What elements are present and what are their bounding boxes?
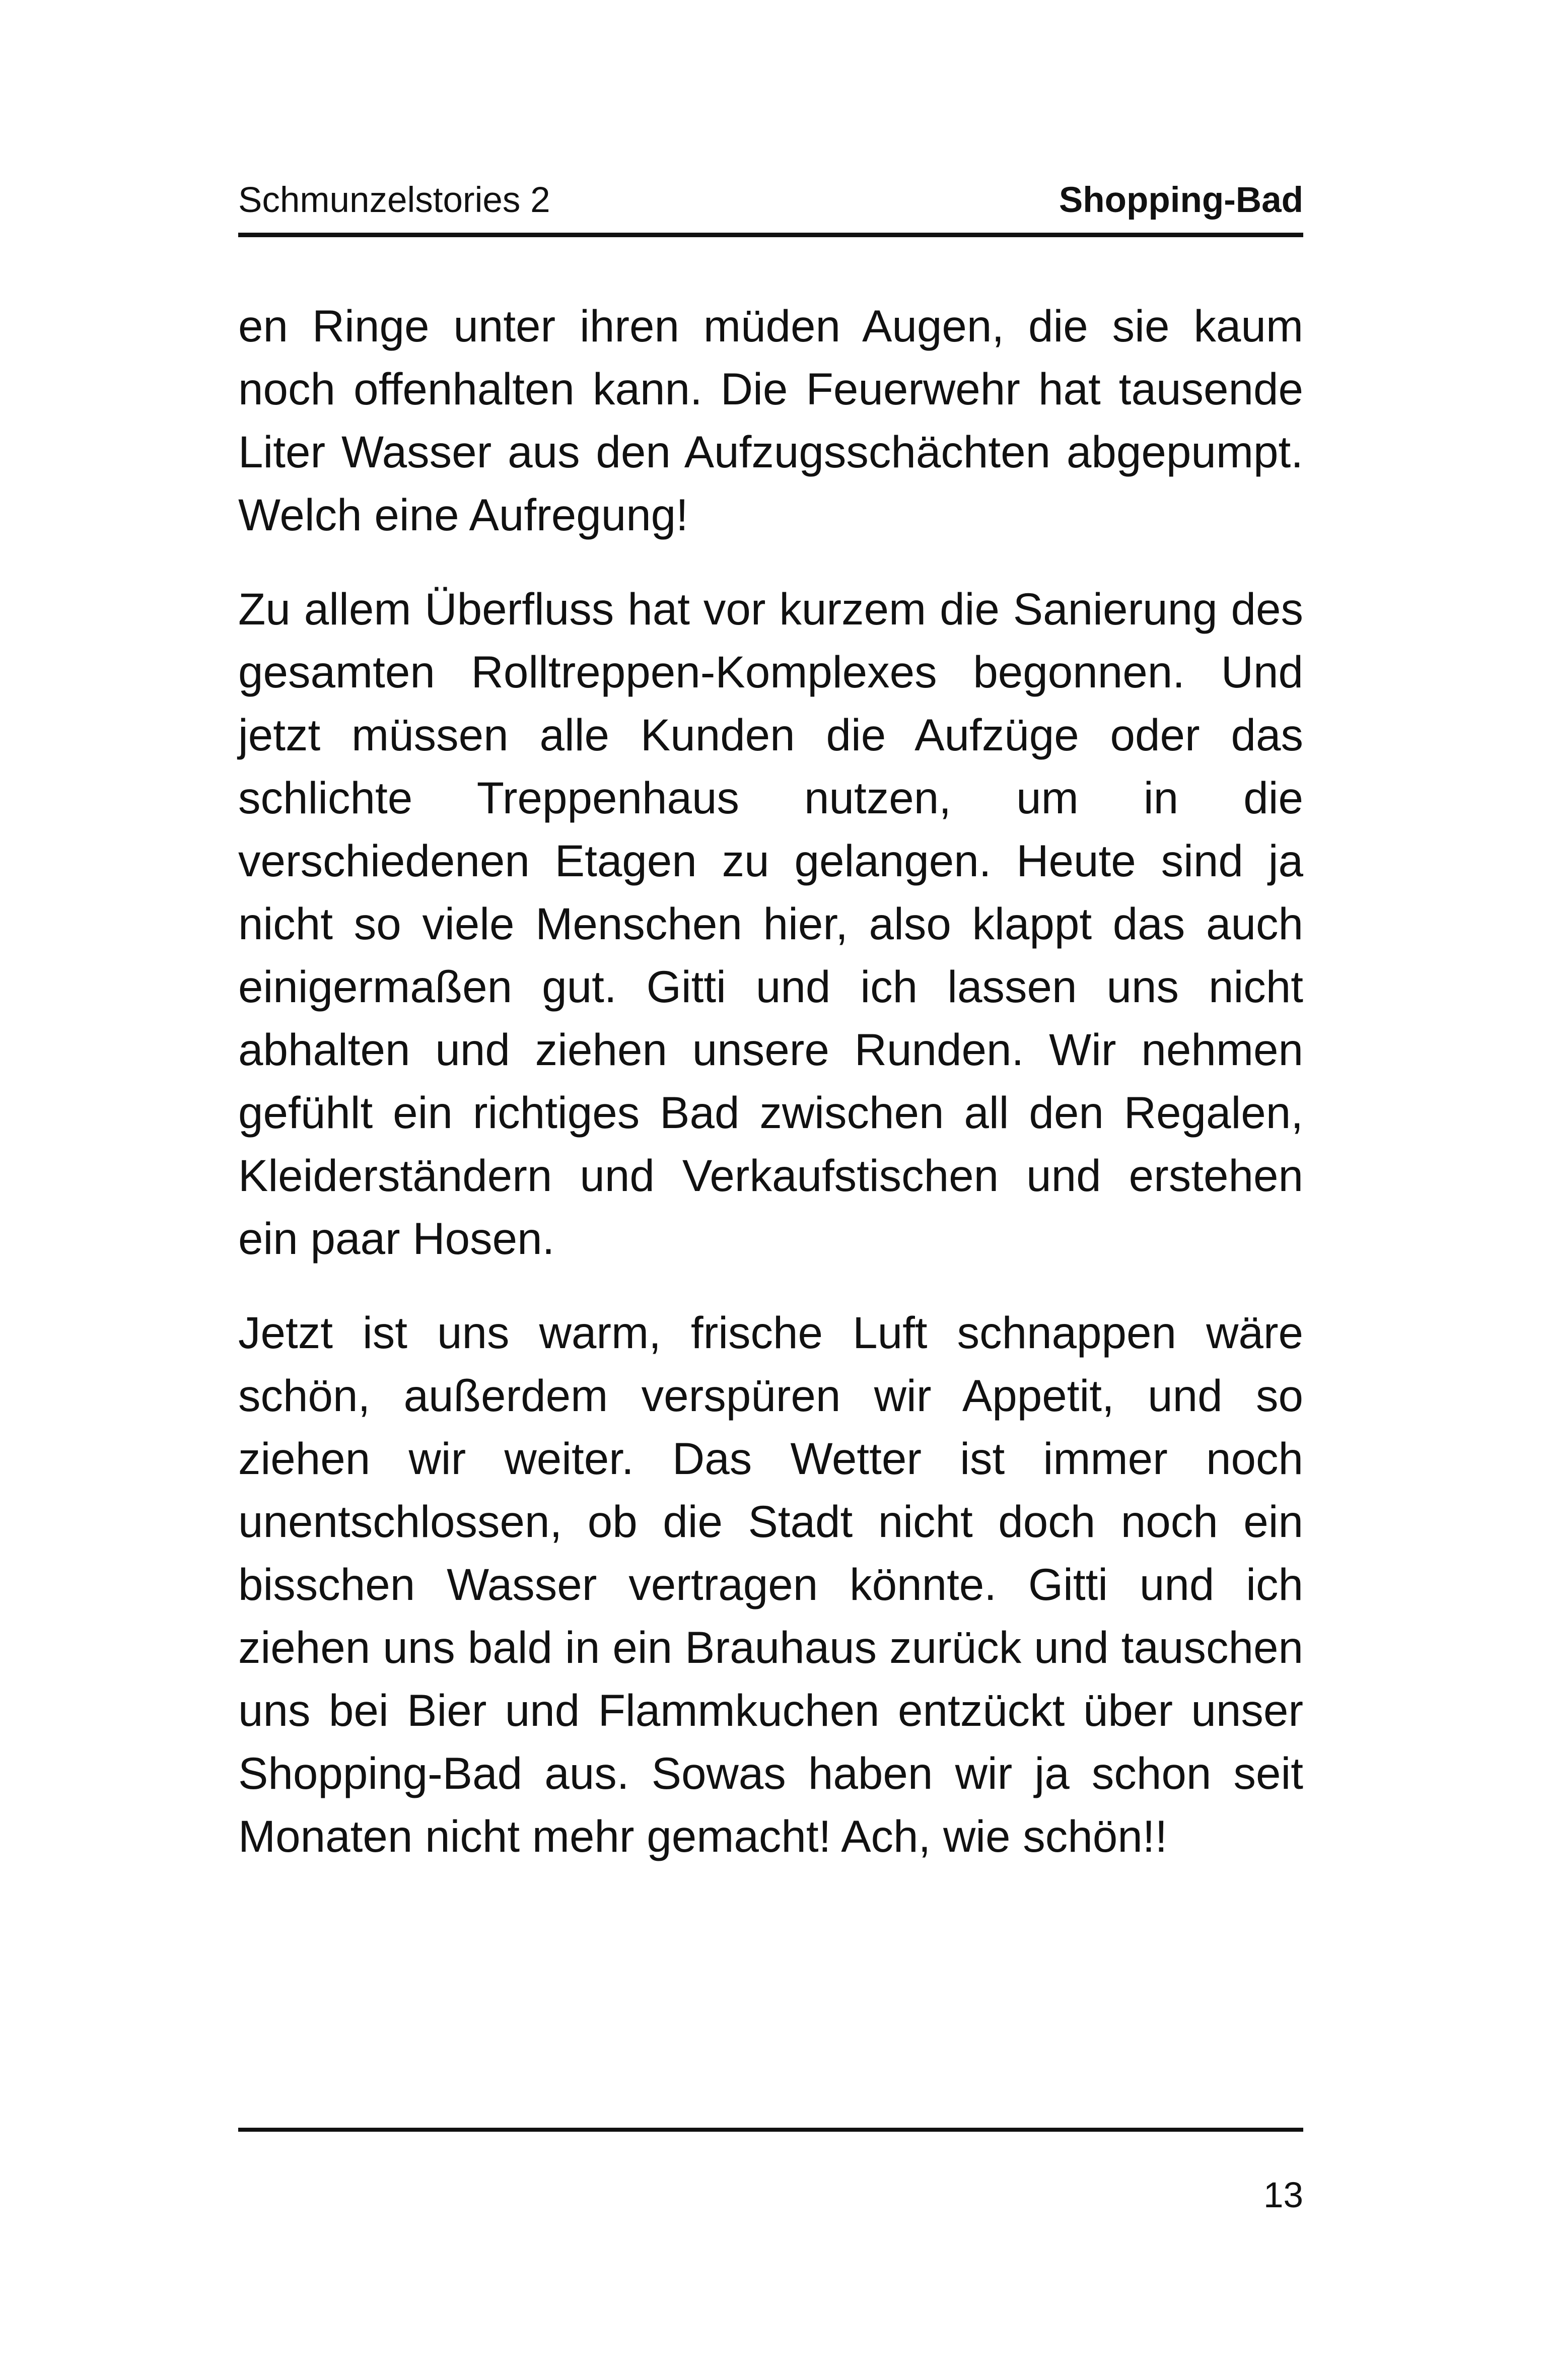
chapter-title: Shopping-Bad bbox=[1059, 180, 1303, 220]
running-header bbox=[238, 179, 1303, 222]
page-number: 13 bbox=[1263, 2176, 1303, 2215]
body-text bbox=[238, 295, 1303, 1899]
paragraph: en Ringe unter ihren müden Augen, die sie kaum noch offenhalten kann. Die Feuerwehr hat tausende Liter Wasser aus den Aufzugsschächten abgepumpt. Welch eine Aufregung! bbox=[238, 301, 1303, 540]
header-rule bbox=[238, 233, 1303, 237]
paragraph: Jetzt ist uns warm, frische Luft schnappen wäre schön, außerdem verspüren wir Appetit, und so ziehen wir weiter. Das Wetter ist immer noch unentschlossen, ob die Stadt nicht doch noch ein bisschen Wasser vertragen könnte. Gitti und ich ziehen uns bald in ein Brauhaus zurück und tauschen uns bei Bier und Flammkuchen entzückt über unser Shopping-Bad aus. Sowas haben wir ja schon seit Monaten nicht mehr gemacht! Ach, wie schön!! bbox=[238, 1307, 1303, 1861]
footer-rule bbox=[238, 2128, 1303, 2132]
book-title: Schmunzelstories 2 bbox=[238, 180, 550, 220]
paragraph: Zu allem Überfluss hat vor kurzem die Sanierung des gesamten Rolltreppen-Komplexes begonnen. Und jetzt müssen alle Kunden die Aufzüge oder das schlichte Treppenhaus nutzen, um in die verschiedenen Etagen zu gelangen. Heute sind ja nicht so viele Menschen hier, also klappt das auch einigermaßen gut. Gitti und ich lassen uns nicht abhalten und ziehen unsere Runden. Wir nehmen gefühlt ein richtiges Bad zwischen all den Regalen, Kleiderständern und Verkaufstischen und erstehen ein paar Hosen. bbox=[238, 584, 1303, 1264]
